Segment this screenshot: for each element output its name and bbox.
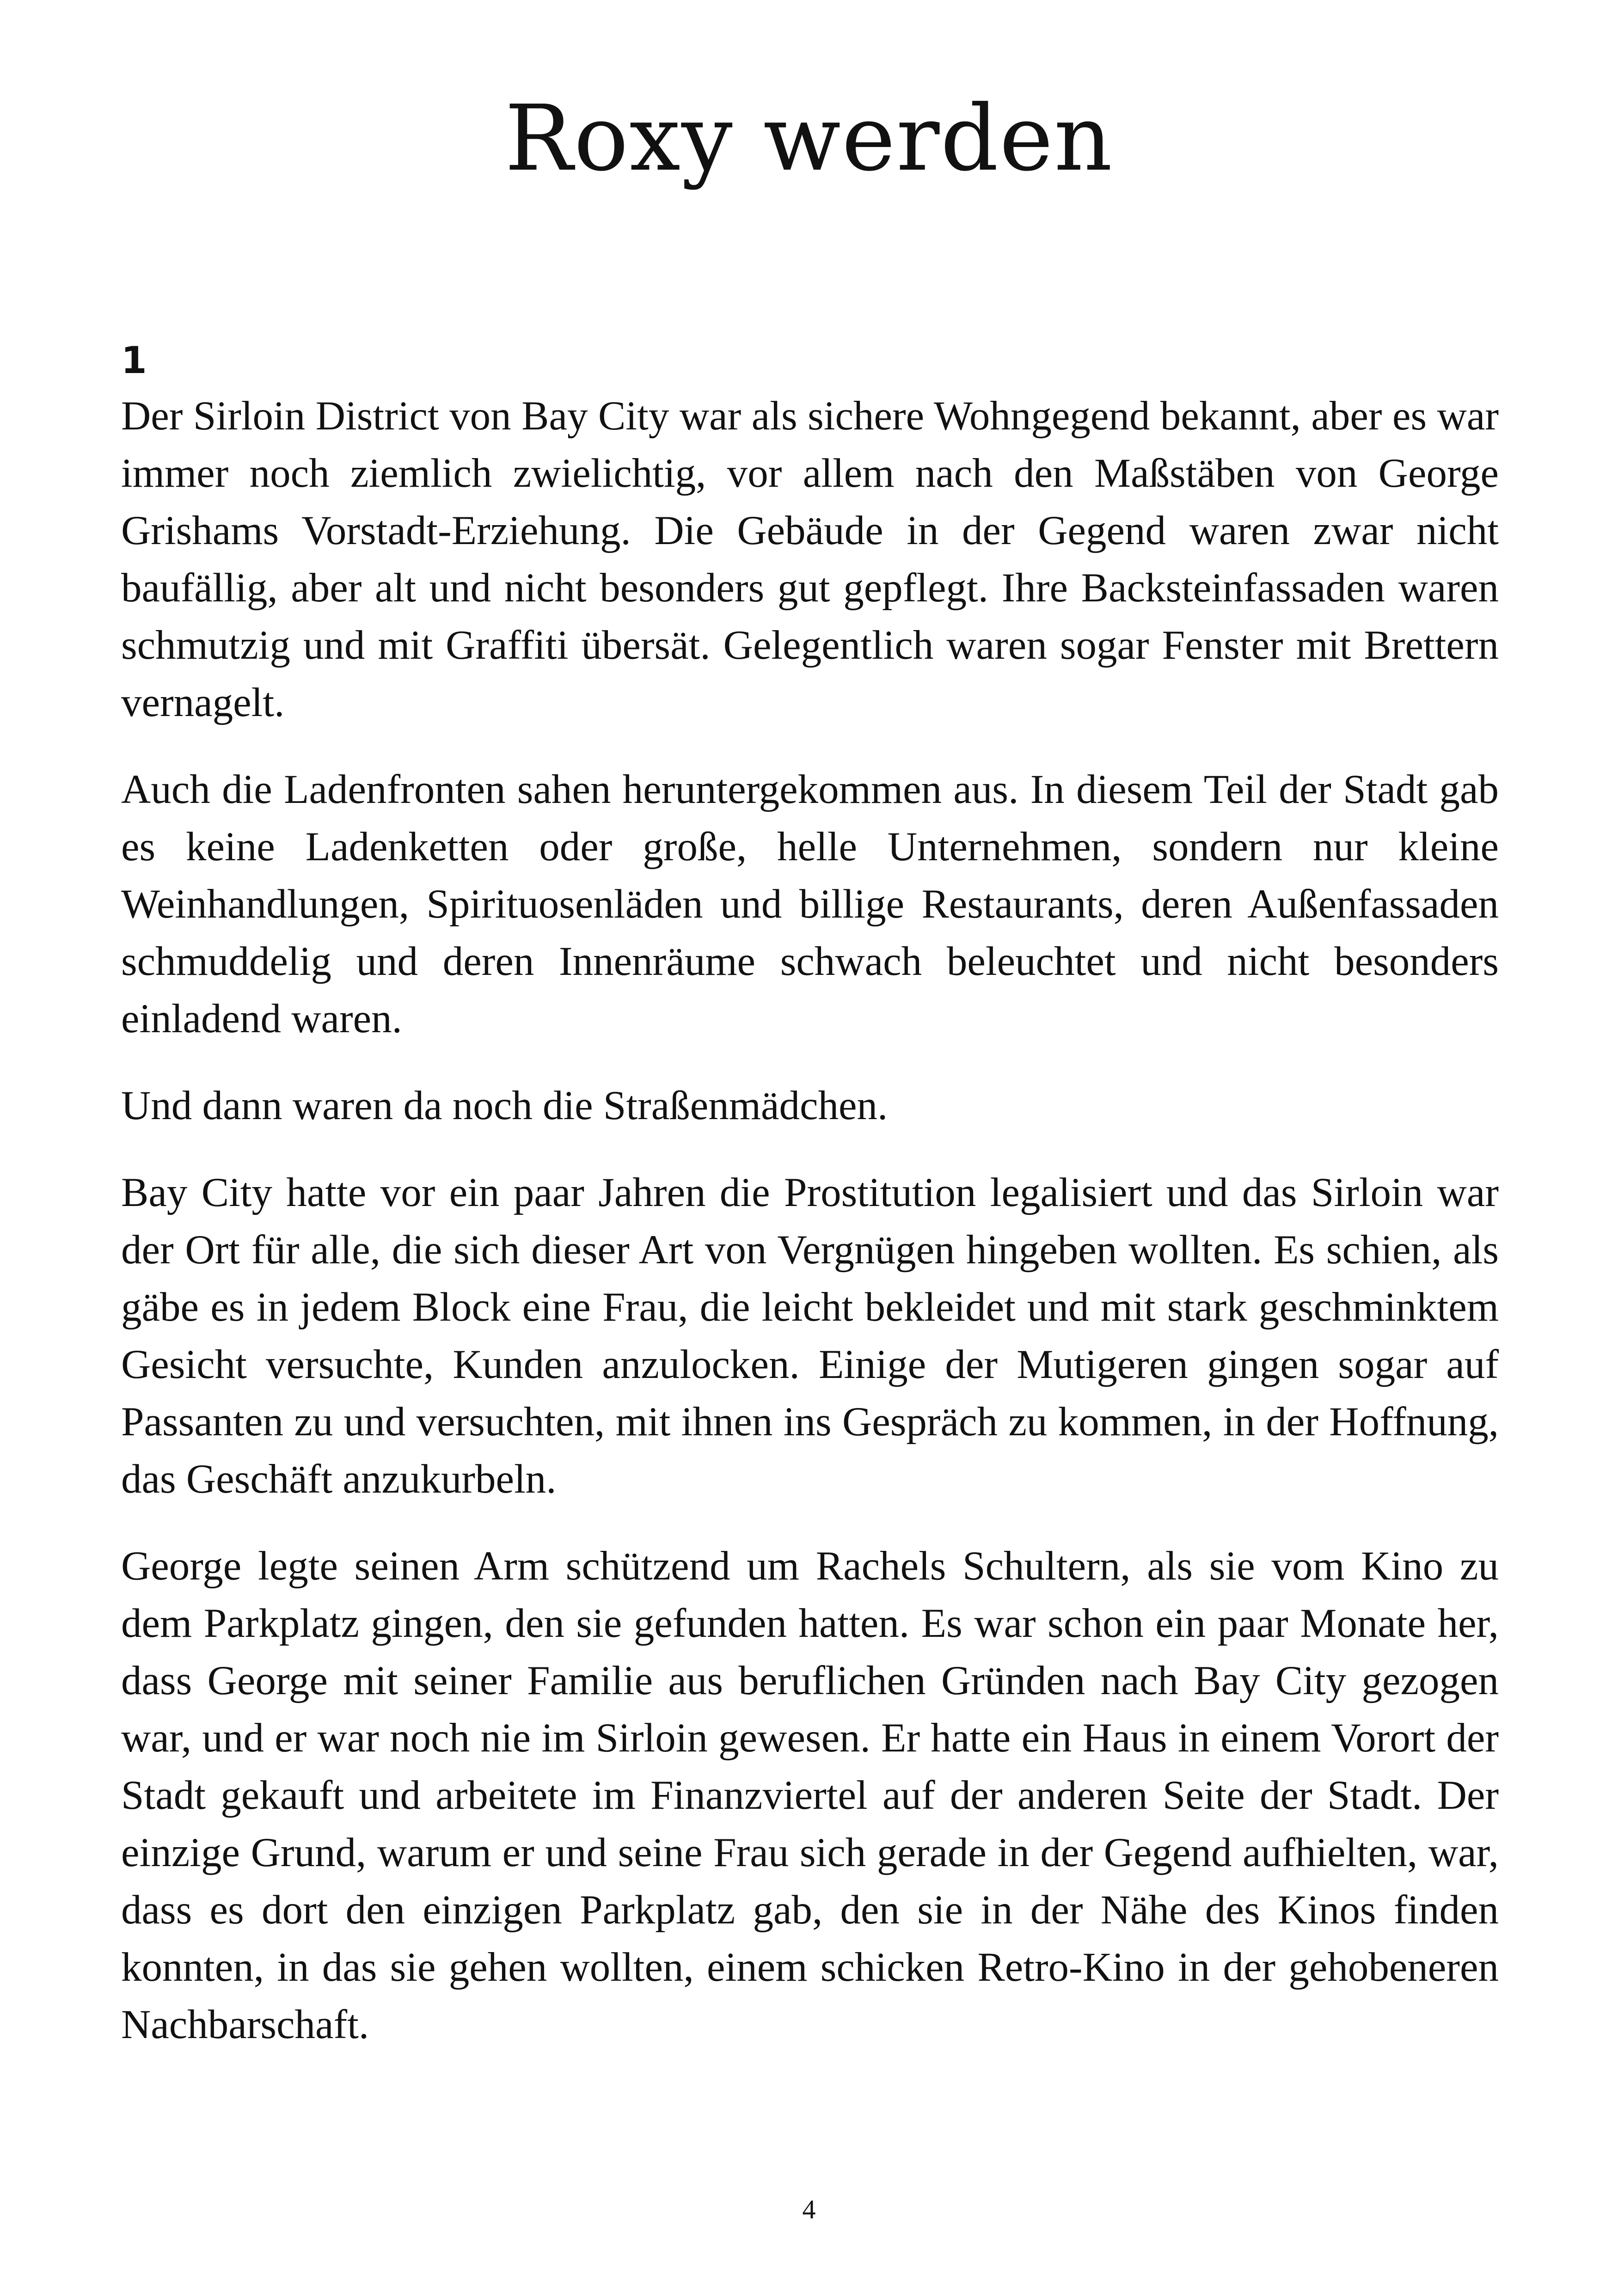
paragraph: Bay City hatte vor ein paar Jahren die Prostitution legalisiert und das Sirloin war der Ort für alle, die sich dieser Art von Vergnügen hingeben wollten. Es schien, als gäbe es in jedem Block eine Frau, die leicht bekleidet und mit stark geschminktem Gesicht versuchte, Kunden anzulocken. Einige der Mutigeren gingen sogar auf Passanten zu und versuchten, mit ihnen ins Gespräch zu kommen, in der Hoffnung, das Geschäft anzukurbeln. xyxy=(121,1170,1499,1502)
paragraph: Der Sirloin District von Bay City war als sichere Wohngegend bekannt, aber es war immer noch ziemlich zwielichtig, vor allem nach den Maßstäben von George Grishams Vorstadt-Erziehung. Die Gebäude in der Gegend waren zwar nicht baufällig, aber alt und nicht besonders gut gepflegt. Ihre Backsteinfassaden waren schmutzig und mit Graffiti übersät. Gelegentlich waren sogar Fenster mit Brettern vernagelt. xyxy=(121,393,1499,725)
paragraph: George legte seinen Arm schützend um Rachels Schultern, als sie vom Kino zu dem Parkplatz gingen, den sie gefunden hatten. Es war schon ein paar Monate her, dass George mit seiner Familie aus beruflichen Gründen nach Bay City gezogen war, und er war noch nie im Sirloin gewesen. Er hatte ein Haus in einem Vorort der Stadt gekauft und arbeitete im Finanzviertel auf der anderen Seite der Stadt. Der einzige Grund, warum er und seine Frau sich gerade in der Gegend aufhielten, war, dass es dort den einzigen Parkplatz gab, den sie in der Nähe des Kinos finden konnten, in das sie gehen wollten, einem schicken Retro-Kino in der gehobeneren Nachbarschaft. xyxy=(121,1543,1499,2047)
paragraph: Und dann waren da noch die Straßenmädchen. xyxy=(121,1083,888,1128)
chapter-number: 1 xyxy=(121,339,147,382)
page-number: 4 xyxy=(802,2194,816,2224)
paragraph: Auch die Ladenfronten sahen heruntergekommen aus. In diesem Teil der Stadt gab es keine Ladenketten oder große, helle Unternehmen, sondern nur kleine Weinhandlungen, Spirituosenläden und billige Restaurants, deren Außenfassaden schmuddelig und deren Innenräume schwach beleuchtet und nicht besonders einladend waren. xyxy=(121,767,1499,1041)
page-title: Roxy werden xyxy=(504,86,1114,191)
body-text xyxy=(121,387,1499,2083)
